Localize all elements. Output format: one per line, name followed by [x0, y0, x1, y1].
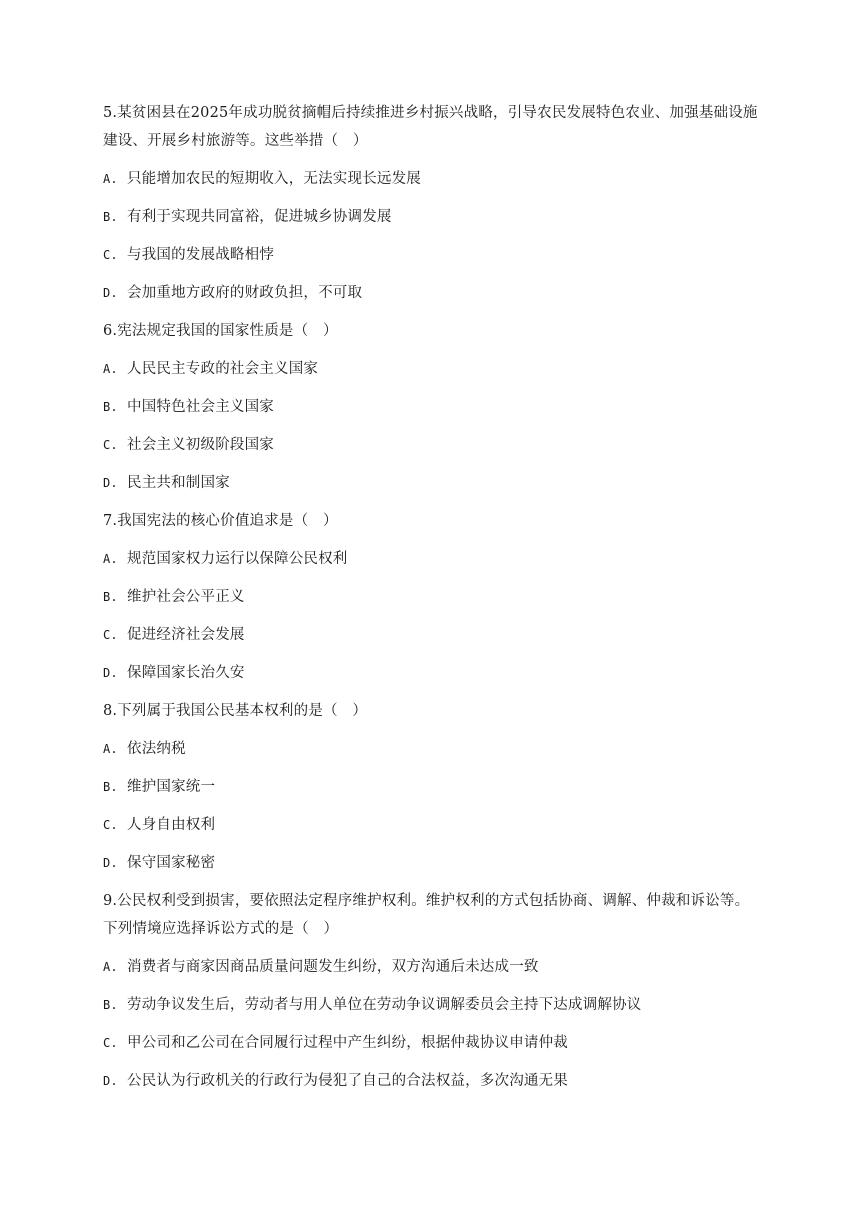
option-key: A. [103, 742, 118, 756]
option-text: 只能增加农民的短期收入，无法实现长远发展 [127, 171, 421, 187]
option-key: C. [103, 818, 118, 832]
option-key: C. [103, 248, 118, 262]
option-text: 劳动争议发生后，劳动者与用人单位在劳动争议调解委员会主持下达成调解协议 [127, 997, 642, 1013]
question-5 [103, 99, 763, 307]
option-a [103, 355, 763, 383]
option-text: 民主共和制国家 [127, 475, 230, 491]
option-text: 人身自由权利 [127, 817, 216, 833]
question-stem: 6.宪法规定我国的国家性质是（ ） [103, 323, 338, 339]
option-key: D. [103, 286, 118, 300]
option-key: C. [103, 628, 118, 642]
option-key: C. [103, 438, 118, 452]
option-text: 人民民主专政的社会主义国家 [127, 361, 319, 377]
option-key: A. [103, 362, 118, 376]
option-text: 维护社会公平正义 [127, 589, 245, 605]
option-text: 甲公司和乙公司在合同履行过程中产生纠纷，根据仲裁协议申请仲裁 [127, 1035, 568, 1051]
option-text: 维护国家统一 [127, 779, 216, 795]
question-8 [103, 697, 763, 877]
option-text: 公民认为行政机关的行政行为侵犯了自己的合法权益，多次沟通无果 [127, 1073, 568, 1089]
option-key: D. [103, 666, 118, 680]
option-d [103, 1067, 763, 1095]
question-9 [103, 887, 763, 1095]
option-a [103, 165, 763, 193]
option-key: B. [103, 400, 118, 414]
option-key: D. [103, 476, 118, 490]
option-a [103, 735, 763, 763]
option-d [103, 849, 763, 877]
option-key: B. [103, 590, 118, 604]
option-text: 会加重地方政府的财政负担，不可取 [127, 285, 363, 301]
option-d [103, 469, 763, 497]
option-text: 有利于实现共同富裕，促进城乡协调发展 [127, 209, 392, 225]
option-b [103, 773, 763, 801]
option-text: 中国特色社会主义国家 [127, 399, 274, 415]
question-6 [103, 317, 763, 497]
option-b [103, 583, 763, 611]
question-stem: 9.公民权利受到损害，要依照法定程序维护权利。维护权利的方式包括协商、调解、仲裁和诉讼等。下列情境应选择诉讼方式的是（ ） [103, 893, 750, 937]
option-d [103, 279, 763, 307]
option-key: A. [103, 960, 118, 974]
option-key: B. [103, 780, 118, 794]
option-a [103, 953, 763, 981]
option-key: D. [103, 856, 118, 870]
option-key: A. [103, 172, 118, 186]
option-key: B. [103, 210, 118, 224]
option-key: B. [103, 998, 118, 1012]
question-7 [103, 507, 763, 687]
option-b [103, 393, 763, 421]
question-stem: 8.下列属于我国公民基本权利的是（ ） [103, 703, 368, 719]
exam-page [103, 99, 763, 1105]
option-key: D. [103, 1074, 118, 1088]
option-text: 与我国的发展战略相悖 [127, 247, 274, 263]
option-a [103, 545, 763, 573]
option-text: 消费者与商家因商品质量问题发生纠纷，双方沟通后未达成一致 [127, 959, 539, 975]
option-text: 保障国家长治久安 [127, 665, 245, 681]
option-text: 保守国家秘密 [127, 855, 216, 871]
option-text: 依法纳税 [127, 741, 186, 757]
option-text: 社会主义初级阶段国家 [127, 437, 274, 453]
option-text: 促进经济社会发展 [127, 627, 245, 643]
question-stem: 7.我国宪法的核心价值追求是（ ） [103, 513, 338, 529]
question-stem: 5.某贫困县在2025年成功脱贫摘帽后持续推进乡村振兴战略，引导农民发展特色农业、加强基础设施建设、开展乡村旅游等。这些举措（ ） [103, 105, 758, 149]
option-c [103, 811, 763, 839]
option-text: 规范国家权力运行以保障公民权利 [127, 551, 348, 567]
option-b [103, 203, 763, 231]
option-c [103, 621, 763, 649]
option-c [103, 1029, 763, 1057]
option-c [103, 431, 763, 459]
option-c [103, 241, 763, 269]
option-d [103, 659, 763, 687]
option-key: A. [103, 552, 118, 566]
option-key: C. [103, 1036, 118, 1050]
option-b [103, 991, 763, 1019]
